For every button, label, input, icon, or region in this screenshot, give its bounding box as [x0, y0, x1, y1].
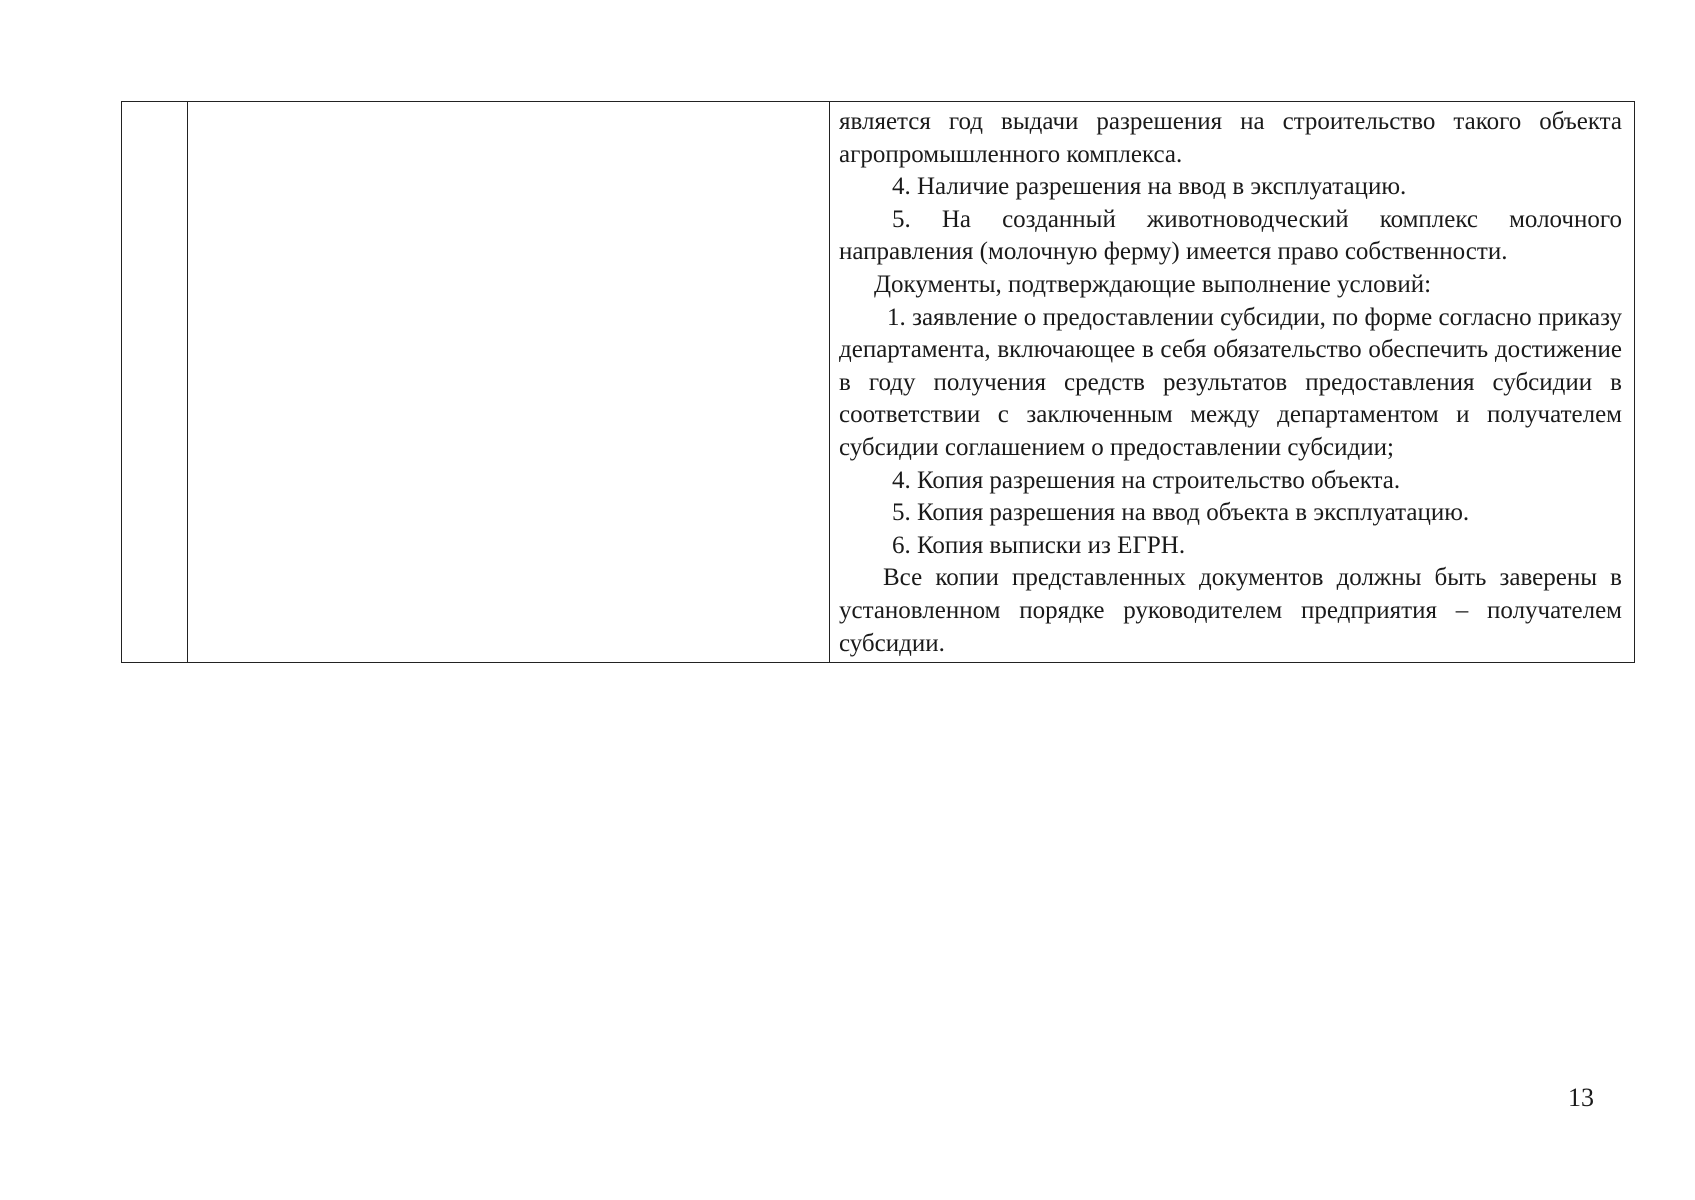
table-row	[122, 102, 1635, 663]
certification-note: Все копии представленных документов должны быть заверены в установленном порядке руководителем предприятия – получателем субсидии.	[839, 564, 1622, 657]
name-cell	[188, 102, 830, 663]
document-table	[121, 101, 1635, 663]
page-number: 13	[1568, 1083, 1594, 1112]
document-item: 6. Копия выписки из ЕГРН.	[892, 531, 1186, 559]
number-cell	[122, 102, 188, 663]
document-item: 4. Копия разрешения на строительство объекта.	[892, 466, 1401, 494]
document-item: 1. заявление о предоставлении субсидии, по форме согласно приказу департамента, включающее в себя обязательство обеспечить достижение в году получения средств результатов предоставления субсидии в соответствии с заключенным между департаментом и получателем субсидии соглашением о предоставлении субсидии;	[839, 303, 1622, 461]
documents-heading: Документы, подтверждающие выполнение условий:	[874, 270, 1432, 298]
condition-paragraph: 5. На созданный животноводческий комплекс молочного направления (молочную ферму) имеется право собственности.	[839, 205, 1622, 266]
conditions-cell	[830, 102, 1635, 663]
condition-paragraph: 4. Наличие разрешения на ввод в эксплуатацию.	[892, 173, 1407, 201]
conditions-text	[830, 102, 1634, 662]
document-item: 5. Копия разрешения на ввод объекта в эксплуатацию.	[892, 499, 1470, 527]
condition-paragraph: является год выдачи разрешения на строительство такого объекта агропромышленного комплекса.	[839, 108, 1622, 168]
